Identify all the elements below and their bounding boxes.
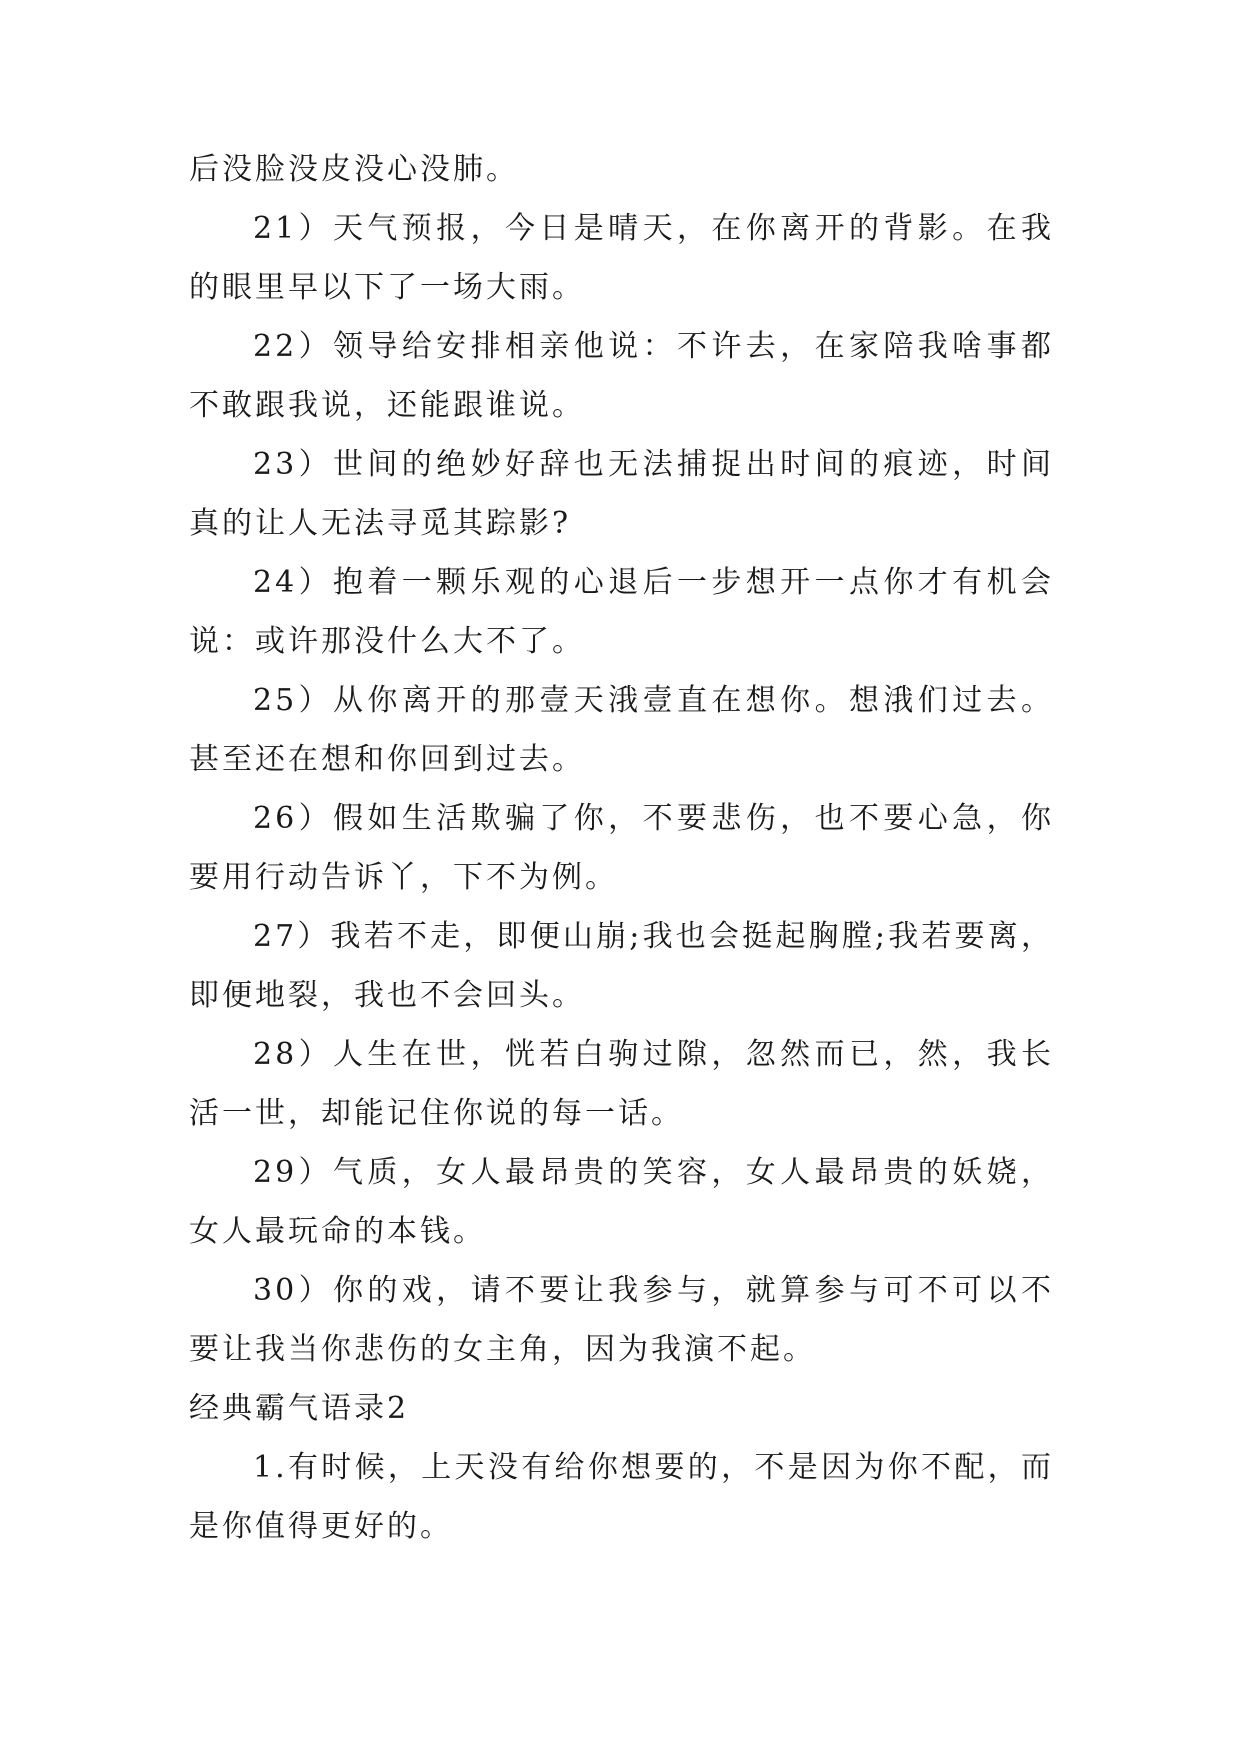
quote-23: 23）世间的绝妙好辞也无法捕捉出时间的痕迹，时间真的让人无法寻觅其踪影? (189, 447, 1054, 541)
quote-22: 22）领导给安排相亲他说：不许去，在家陪我啥事都不敢跟我说，还能跟谁说。 (189, 329, 1054, 423)
document-page (189, 140, 1054, 1556)
quote-29: 29）气质，女人最昂贵的笑容，女人最昂贵的妖娆，女人最玩命的本钱。 (189, 1155, 1054, 1249)
quote-26: 26）假如生活欺骗了你，不要悲伤，也不要心急，你要用行动告诉丫，下不为例。 (189, 801, 1054, 895)
quote-21: 21）天气预报，今日是晴天，在你离开的背影。在我的眼里早以下了一场大雨。 (189, 211, 1054, 305)
paragraph-continuation: 后没脸没皮没心没肺。 (189, 152, 519, 187)
quote-30: 30）你的戏，请不要让我参与，就算参与可不可以不要让我当你悲伤的女主角，因为我演不起。 (189, 1273, 1054, 1367)
quote-28: 28）人生在世，恍若白驹过隙，忽然而已，然，我长活一世，却能记住你说的每一话。 (189, 1037, 1054, 1131)
quote-25: 25）从你离开的那壹天涐壹直在想你。想涐们过去。甚至还在想和你回到过去。 (189, 683, 1054, 777)
quote-section2-1: 1.有时候，上天没有给你想要的，不是因为你不配，而是你值得更好的。 (189, 1450, 1054, 1544)
quote-27: 27）我若不走，即便山崩;我也会挺起胸膛;我若要离，即便地裂，我也不会回头。 (189, 919, 1054, 1013)
section-heading: 经典霸气语录2 (189, 1391, 410, 1426)
quote-24: 24）抱着一颗乐观的心退后一步想开一点你才有机会说：或许那没什么大不了。 (189, 565, 1054, 659)
